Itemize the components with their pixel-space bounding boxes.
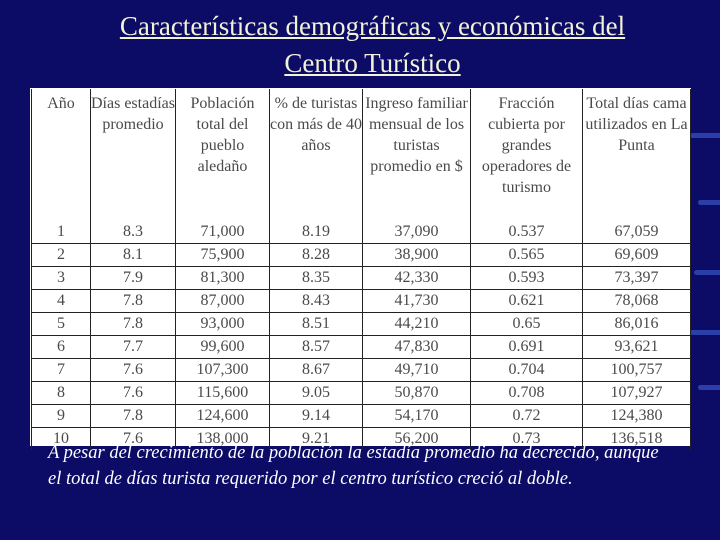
table-cell: 78,068	[583, 290, 691, 313]
table-cell: 8.43	[270, 290, 363, 313]
table-cell: 0.691	[471, 336, 583, 359]
stripe	[698, 385, 720, 390]
table-cell: 115,600	[176, 382, 270, 405]
table-cell: 0.621	[471, 290, 583, 313]
table-cell: 8.67	[270, 359, 363, 382]
table-cell: 7.7	[91, 336, 176, 359]
header-total-dias-cama: Total días cama utilizados en La Punta	[583, 89, 691, 221]
table-row	[32, 313, 691, 336]
table-cell: 4	[32, 290, 91, 313]
table-cell: 7.6	[91, 382, 176, 405]
table-cell: 93,000	[176, 313, 270, 336]
title-line-2: Centro Turístico	[284, 48, 461, 78]
table-cell: 69,609	[583, 244, 691, 267]
table-cell: 42,330	[363, 267, 471, 290]
data-table	[31, 89, 691, 450]
table-cell: 6	[32, 336, 91, 359]
table-cell: 75,900	[176, 244, 270, 267]
table-cell: 7.8	[91, 405, 176, 428]
table-cell: 71,000	[176, 221, 270, 244]
table-row	[32, 382, 691, 405]
stripe	[690, 330, 720, 335]
stripe	[690, 133, 720, 138]
table-cell: 50,870	[363, 382, 471, 405]
table-cell: 0.65	[471, 313, 583, 336]
table-row	[32, 405, 691, 428]
table-cell: 0.704	[471, 359, 583, 382]
table-cell: 8.28	[270, 244, 363, 267]
stripe	[698, 200, 720, 205]
table-cell: 8	[32, 382, 91, 405]
table-cell: 9.14	[270, 405, 363, 428]
table-cell: 124,380	[583, 405, 691, 428]
table-body	[32, 221, 691, 450]
table-cell: 93,621	[583, 336, 691, 359]
table-cell: 56,200	[363, 428, 471, 451]
header-porcentaje-turistas: % de turistas con más de 40 años	[270, 89, 363, 221]
table-cell: 0.72	[471, 405, 583, 428]
table-cell: 10	[32, 428, 91, 451]
table-row	[32, 336, 691, 359]
table-cell: 8.19	[270, 221, 363, 244]
table-cell: 99,600	[176, 336, 270, 359]
table-cell: 87,000	[176, 290, 270, 313]
table-cell: 7.8	[91, 313, 176, 336]
table-cell: 86,016	[583, 313, 691, 336]
table-cell: 41,730	[363, 290, 471, 313]
table-cell: 49,710	[363, 359, 471, 382]
table-cell: 47,830	[363, 336, 471, 359]
table-cell: 7.6	[91, 359, 176, 382]
table-cell: 9.21	[270, 428, 363, 451]
table-cell: 37,090	[363, 221, 471, 244]
table-cell: 7.9	[91, 267, 176, 290]
table-cell: 44,210	[363, 313, 471, 336]
header-ingreso-familiar: Ingreso familiar mensual de los turistas promedio en $	[363, 89, 471, 221]
table-cell: 8.35	[270, 267, 363, 290]
table-cell: 3	[32, 267, 91, 290]
table-cell: 73,397	[583, 267, 691, 290]
header-poblacion: Población total del pueblo aledaño	[176, 89, 270, 221]
table-cell: 9.05	[270, 382, 363, 405]
data-table-container	[30, 88, 691, 446]
table-cell: 0.565	[471, 244, 583, 267]
table-cell: 8.3	[91, 221, 176, 244]
table-cell: 7.6	[91, 428, 176, 451]
table-cell: 138,000	[176, 428, 270, 451]
table-cell: 81,300	[176, 267, 270, 290]
table-cell: 8.57	[270, 336, 363, 359]
table-cell: 8.51	[270, 313, 363, 336]
header-anio: Año	[32, 89, 91, 221]
stripe	[694, 270, 720, 275]
table-cell: 67,059	[583, 221, 691, 244]
table-cell: 7	[32, 359, 91, 382]
table-cell: 107,927	[583, 382, 691, 405]
table-header-row	[32, 89, 691, 221]
table-cell: 1	[32, 221, 91, 244]
table-row	[32, 290, 691, 313]
table-cell: 54,170	[363, 405, 471, 428]
table-cell: 0.537	[471, 221, 583, 244]
table-cell: 0.708	[471, 382, 583, 405]
table-cell: 5	[32, 313, 91, 336]
table-cell: 0.593	[471, 267, 583, 290]
table-cell: 136,518	[583, 428, 691, 451]
table-cell: 107,300	[176, 359, 270, 382]
table-cell: 0.73	[471, 428, 583, 451]
table-row	[32, 221, 691, 244]
title-line-1: Características demográficas y económicas del	[119, 11, 626, 41]
table-cell: 9	[32, 405, 91, 428]
table-cell: 8.1	[91, 244, 176, 267]
table-row	[32, 359, 691, 382]
table-cell: 7.8	[91, 290, 176, 313]
table-row	[32, 244, 691, 267]
slide-caption: A pesar del crecimiento de la población la estadía promedio ha decrecido, aunque el total de días turista requerido por el centro turístico creció al doble.	[48, 443, 659, 489]
table-cell: 100,757	[583, 359, 691, 382]
header-dias-estadia: Días estadías promedio	[91, 89, 176, 221]
slide-title	[0, 8, 720, 82]
header-fraccion-operadores: Fracción cubierta por grandes operadores de turismo	[471, 89, 583, 221]
table-cell: 2	[32, 244, 91, 267]
table-cell: 38,900	[363, 244, 471, 267]
table-row	[32, 267, 691, 290]
table-cell: 124,600	[176, 405, 270, 428]
